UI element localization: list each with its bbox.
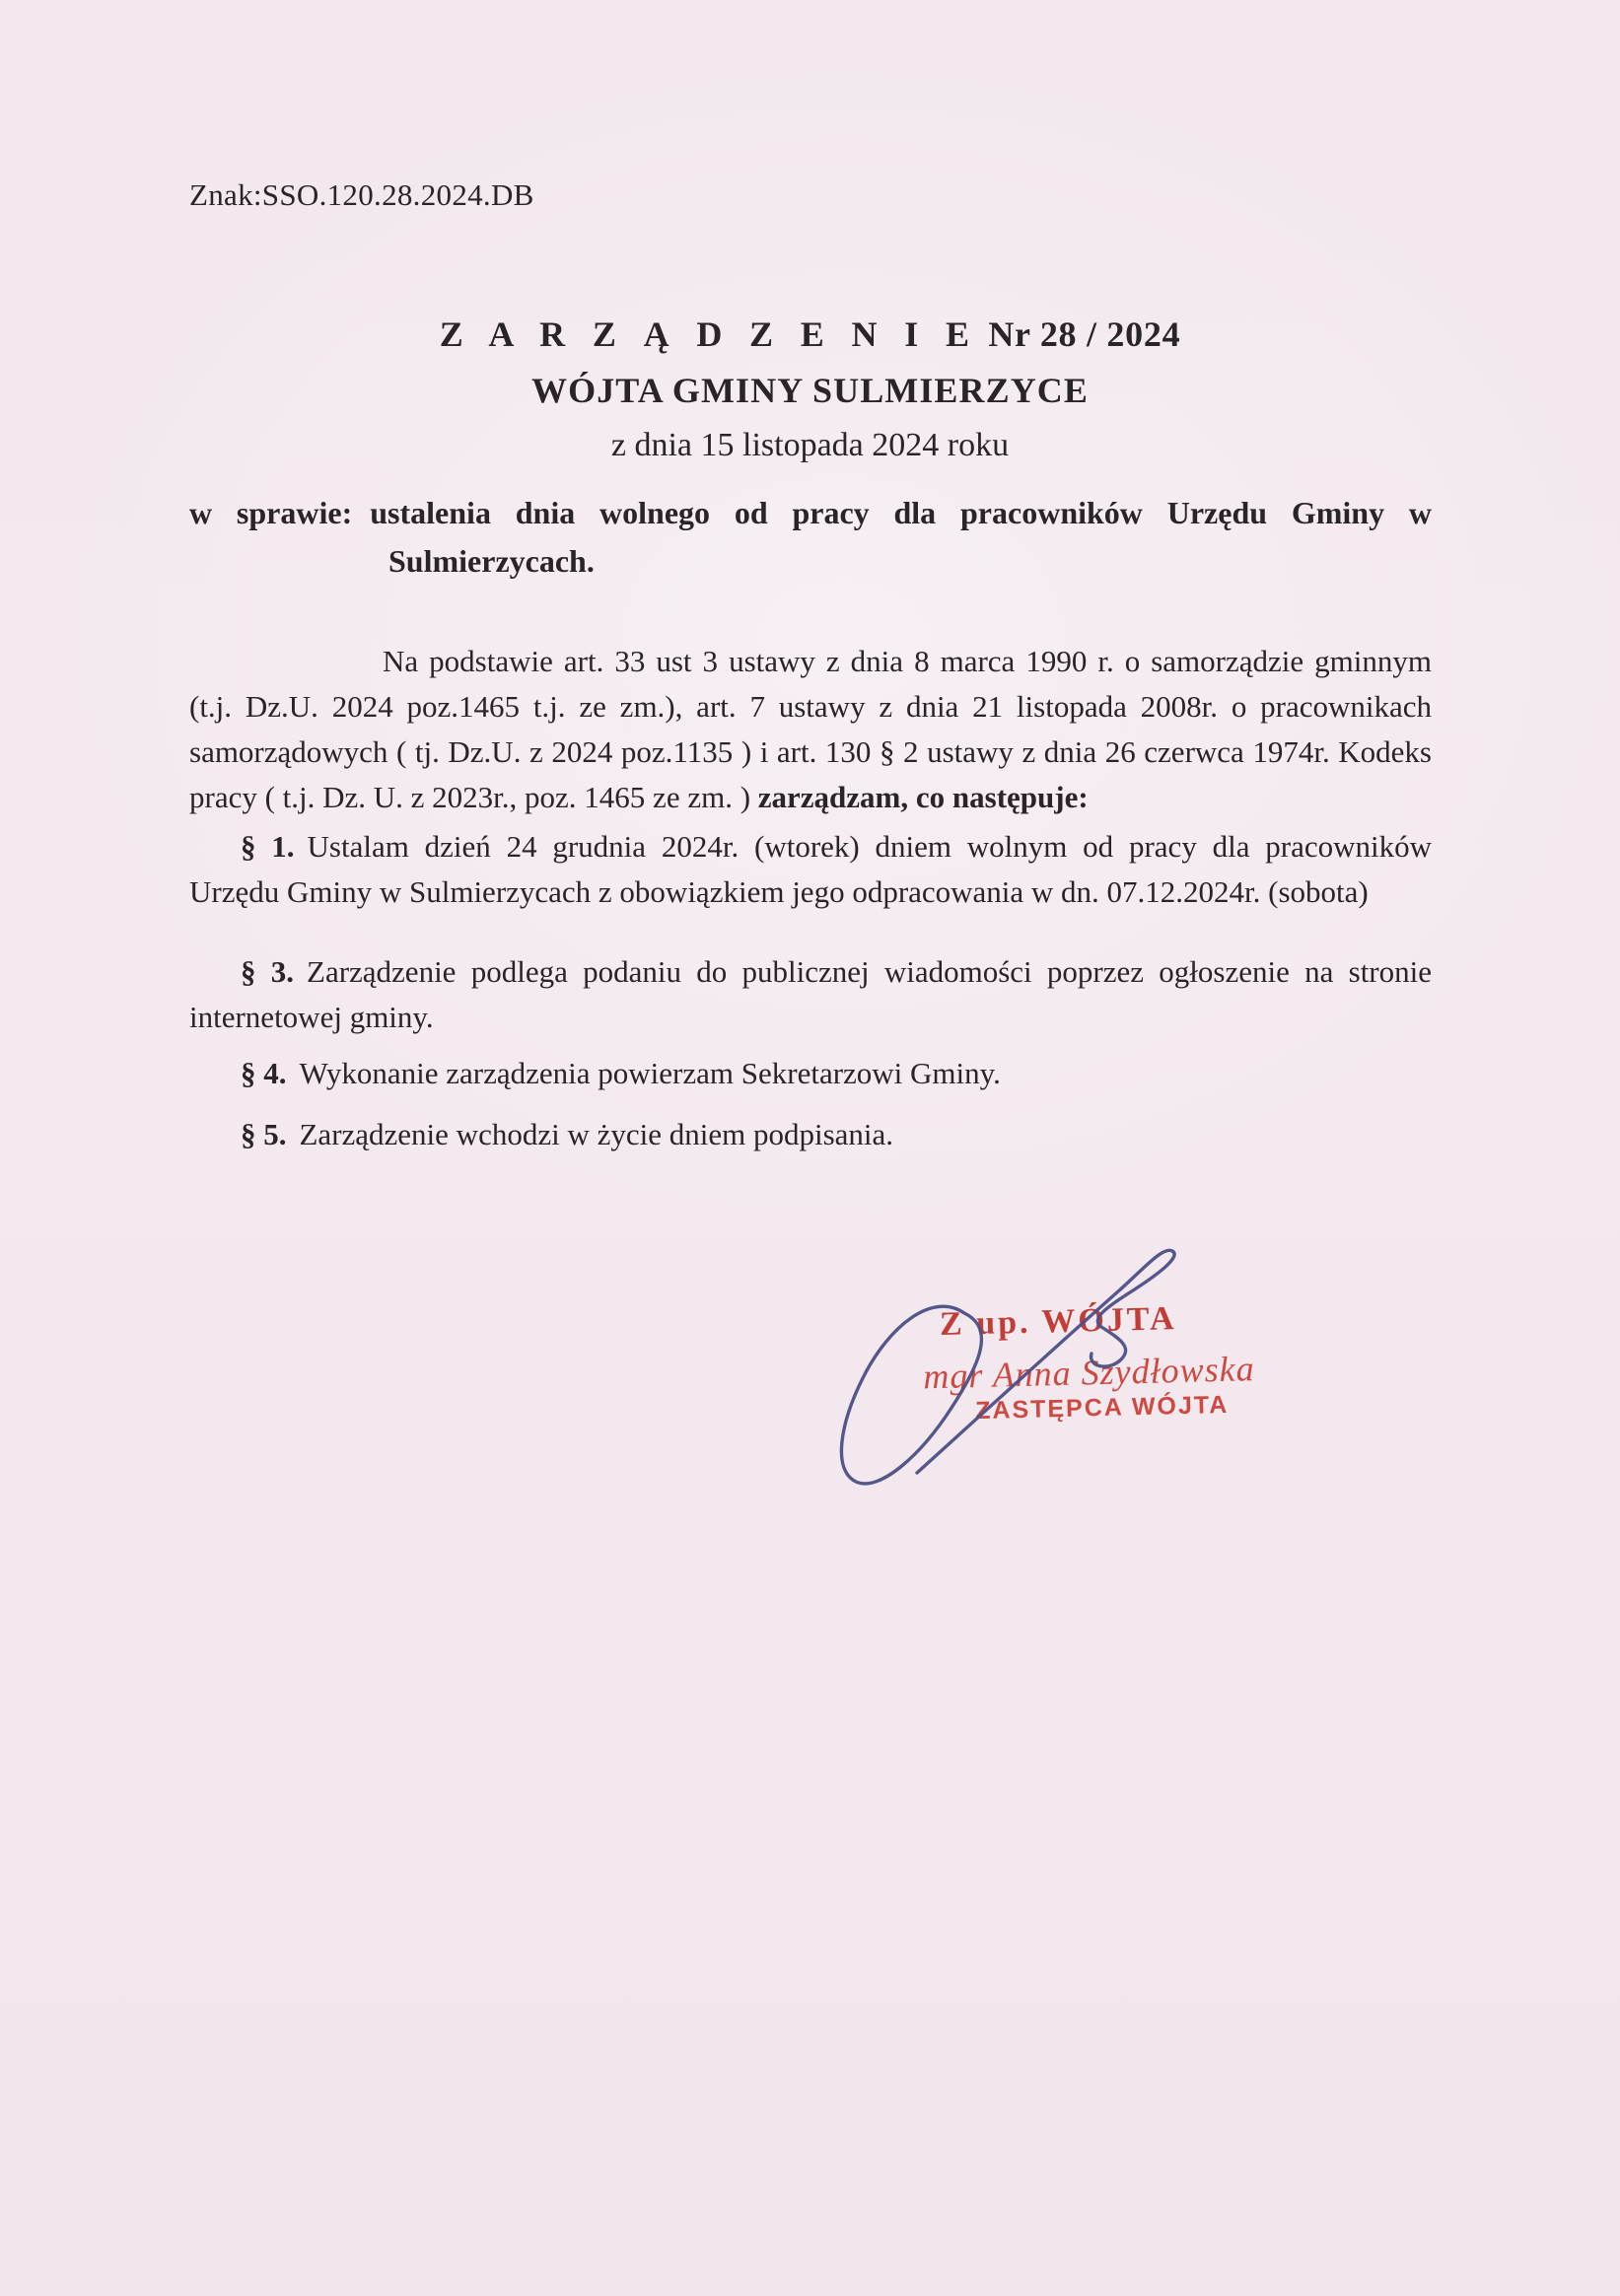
stamp-signer-name: mgr Anna Szydłowska (922, 1349, 1256, 1397)
legal-basis-bold-tail: zarządzam, co następuje: (757, 780, 1089, 814)
handwritten-signature (807, 1228, 1201, 1514)
paragraph-3-text: Zarządzenie podlega podaniu do publicznej wiadomości poprzez ogłoszenie na stronie internetowej gminy. (189, 954, 1433, 1034)
paragraph-1-marker: § 1. (241, 829, 295, 864)
subject-text: ustalenia dnia wolnego od pracy dla pracowników Urzędu Gminy w Sulmierzycach. (370, 495, 1433, 579)
document-title-block (0, 313, 1620, 464)
subject-clause (189, 489, 1432, 586)
paragraph-3 (189, 949, 1432, 1040)
paragraph-1-text: Ustalam dzień 24 grudnia 2024r. (wtorek) dniem wolnym od pracy dla pracowników Urzędu Gminy w Sulmierzycach z obowiązkiem jego odpracowania w dn. 07.12.2024r. (sobota) (189, 829, 1432, 909)
paragraph-5-text: Zarządzenie wchodzi w życie dniem podpisania. (299, 1117, 894, 1151)
document-title-line1 (0, 313, 1620, 355)
document-title-date: z dnia 15 listopada 2024 roku (610, 427, 1010, 463)
subject-label: w sprawie: (189, 495, 353, 530)
stamp-authority-line: Z up. WÓJTA (939, 1300, 1177, 1343)
paragraph-4 (189, 1051, 1432, 1096)
stamp-signer-title: ZASTĘPCA WÓJTA (974, 1390, 1230, 1426)
document-title-line2: WÓJTA GMINY SULMIERZYCE (531, 371, 1089, 410)
paragraph-4-text: Wykonanie zarządzenia powierzam Sekretarzowi Gminy. (299, 1056, 1001, 1090)
paragraph-3-marker: § 3. (241, 954, 295, 989)
legal-basis-paragraph (189, 639, 1432, 820)
legal-basis-text: Na podstawie art. 33 ust 3 ustawy z dnia 8 marca 1990 r. o samorządzie gminnym (t.j. Dz.U. 2024 poz.1465 t.j. ze zm.), art. 7 ustawy z dnia 21 listopada 2008r. o pracownikach samorządowych ( tj. Dz.U. z 2024 poz.1135 ) i art. 130 § 2 ustawy z dnia 26 czerwca 1974r. Kodeks pracy ( t.j. Dz. U. z 2023r., poz. 1465 ze zm. ) (189, 644, 1432, 814)
title-ordinance-number: Nr 28 / 2024 (988, 314, 1181, 354)
title-word-zarzadzenie: Z A R Z Ą D Z E N I E (439, 314, 979, 354)
paragraph-1 (189, 824, 1432, 915)
paragraph-4-marker: § 4. (241, 1056, 287, 1090)
paragraph-5-marker: § 5. (241, 1117, 287, 1151)
paragraph-5 (189, 1112, 1432, 1157)
document-reference-number: Znak:SSO.120.28.2024.DB (189, 177, 534, 212)
